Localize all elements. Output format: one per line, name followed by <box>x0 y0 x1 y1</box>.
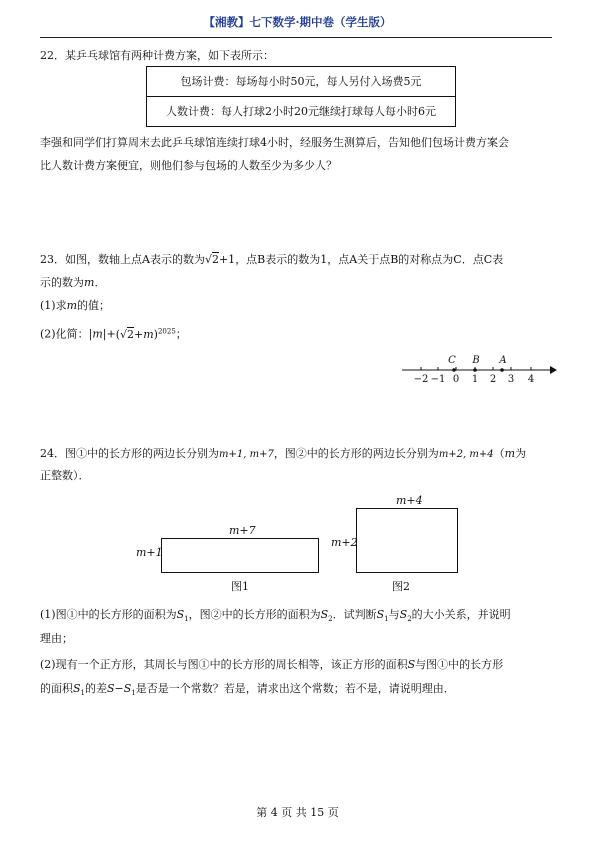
q23-part2-end: ； <box>175 327 187 341</box>
difference-expression: S−S <box>107 682 132 695</box>
compare-s1: S <box>376 608 385 621</box>
point-label-b: B <box>472 355 480 366</box>
sqrt-radical-icon: √ <box>204 253 212 266</box>
fig1-side-label: m+1 <box>136 546 163 559</box>
header-rule <box>40 37 552 38</box>
square-area-s: S <box>407 658 416 671</box>
compare-s2-sub: 2 <box>407 615 412 624</box>
fig2-side-label: m+2 <box>331 536 358 549</box>
power-sqrt-arg: 2 <box>127 327 134 341</box>
area-s1-ref: S <box>73 682 81 695</box>
area-s2: S <box>320 608 329 621</box>
point-b <box>473 368 477 372</box>
tick-label: 2 <box>489 374 497 385</box>
tick-label: 1 <box>471 374 479 385</box>
page-header: 【湘教】七下数学·期中卷（学生版） <box>203 15 392 29</box>
power-inner-m: +m <box>134 327 154 341</box>
number-line <box>400 350 560 390</box>
q24-line1-text-c: （ <box>493 447 505 460</box>
q24-var-m: m <box>504 447 516 460</box>
q23-part2-prefix: (2)化简： <box>40 327 89 341</box>
q24-part1-text-c: ．试判断 <box>332 608 377 621</box>
q24-part1-text-d: 与 <box>388 608 400 621</box>
point-c <box>452 368 456 372</box>
area-s1-ref-sub: 1 <box>80 689 86 698</box>
tick-label: −1 <box>430 374 446 385</box>
q24-part2-text-b: 与图①中的长方形 <box>415 658 504 671</box>
area-s1-sub: 1 <box>184 615 189 624</box>
fig1-caption: 图1 <box>231 580 249 593</box>
point-label-c: C <box>448 355 456 366</box>
q24-part2-text-c: 的面积 <box>40 682 73 695</box>
difference-sub: 1 <box>131 689 136 698</box>
q23-part1-text-a: (1)求 <box>40 299 67 312</box>
q24-line2: 正整数）． <box>40 469 90 482</box>
power-expression: $(√2+m)^{2025}$ <box>115 327 176 341</box>
q23-part1-var: m <box>66 299 78 312</box>
q24-part1-text-e: 的大小关系，并说明 <box>411 608 511 621</box>
abs-m: |m| <box>88 327 107 341</box>
q22-paragraph-line1: 李强和同学们打算周末去此乒乓球馆连续打球4小时，经服务生测算后，告知他们包场计费方案会 <box>40 136 509 149</box>
q23-line2 <box>40 275 105 290</box>
q24-part2-text-d: 的差 <box>85 682 108 695</box>
plus-one: +1 <box>218 253 236 266</box>
q24-line1-text-b: ，图②中的长方形的两边长分别为 <box>273 447 439 460</box>
q24-part1-text-b: ，图②中的长方形的面积为 <box>188 608 321 621</box>
q24-fig1-dimensions: m+1, m+7 <box>219 449 274 460</box>
tick-label: 3 <box>507 374 515 385</box>
q23-line1 <box>40 252 503 267</box>
tick-label: 4 <box>527 374 535 385</box>
q24-fig2-dimensions: m+2, m+4 <box>438 449 494 460</box>
q23-part2 <box>40 324 187 342</box>
area-s1: S <box>176 608 185 621</box>
q22-intro: 22．某乒乓球馆有两种计费方案，如下表所示： <box>40 49 274 62</box>
q22-table-row-package: 包场计费：每场每小时50元，每人另付入场费5元 <box>180 75 422 88</box>
sqrt-expression <box>205 252 235 266</box>
q24-part2-text-a: (2)现有一个正方形，其周长与图①中的长方形的周长相等，该正方形的面积 <box>40 658 408 671</box>
q23-line1-text-a: 23．如图，数轴上点A表示的数为 <box>40 253 205 266</box>
q23-line1-text-b: ，点B表示的数为1，点A关于点B的对称点为C．点C表 <box>235 253 504 266</box>
q23-line2-text-b: ． <box>94 276 106 289</box>
q23-part1-text-b: 的值； <box>77 299 111 312</box>
compare-s2: S <box>399 608 408 621</box>
q22-paragraph-line2: 比人数计费方案便宜，则他们参与包场的人数至少为多少人？ <box>40 159 337 172</box>
q24-line1 <box>40 446 526 462</box>
q24-line1-text-d: 为 <box>515 447 527 460</box>
q23-part2-plus: + <box>106 327 116 341</box>
q22-table-row-per-person: 人数计费：每人打球2小时20元继续打球每人每小时6元 <box>147 96 455 126</box>
fig2-caption: 图2 <box>392 580 410 593</box>
q23-var-m: m <box>84 276 95 289</box>
sqrt-argument: 2 <box>211 253 219 266</box>
q23-part1 <box>40 298 110 313</box>
power-exponent: 2025 <box>157 327 176 335</box>
sqrt-radical-icon: √ <box>119 327 127 341</box>
fig2-top-label: m+4 <box>396 494 423 507</box>
fig1-rectangle <box>161 538 319 573</box>
tick-label: −2 <box>413 374 429 385</box>
area-s2-sub: 2 <box>328 615 333 624</box>
tick-label: 0 <box>452 374 460 385</box>
abs-m-var: m <box>92 327 103 341</box>
q24-part1-line2: 理由； <box>40 632 73 645</box>
point-label-a: A <box>499 355 507 366</box>
q22-pricing-table <box>146 66 456 127</box>
q24-line1-text-a: 24．图①中的长方形的两边长分别为 <box>40 447 219 460</box>
page-footer: 第 4 页 共 15 页 <box>256 806 339 819</box>
q24-part1-line1 <box>40 607 511 627</box>
compare-s1-sub: 1 <box>384 615 389 624</box>
point-a <box>500 368 504 372</box>
q23-line2-text-a: 示的数为 <box>40 276 84 289</box>
q24-part1-text-a: (1)图①中的长方形的面积为 <box>40 608 177 621</box>
fig1-top-label: m+7 <box>229 524 256 537</box>
fig2-rectangle <box>356 508 458 573</box>
q24-part2-line1 <box>40 657 503 672</box>
q24-part2-line2 <box>40 681 455 701</box>
arrow-right-icon <box>550 366 557 374</box>
q24-part2-text-e: 是否是一个常数？若是，请求出这个常数；若不是，请说明理由． <box>135 682 455 695</box>
